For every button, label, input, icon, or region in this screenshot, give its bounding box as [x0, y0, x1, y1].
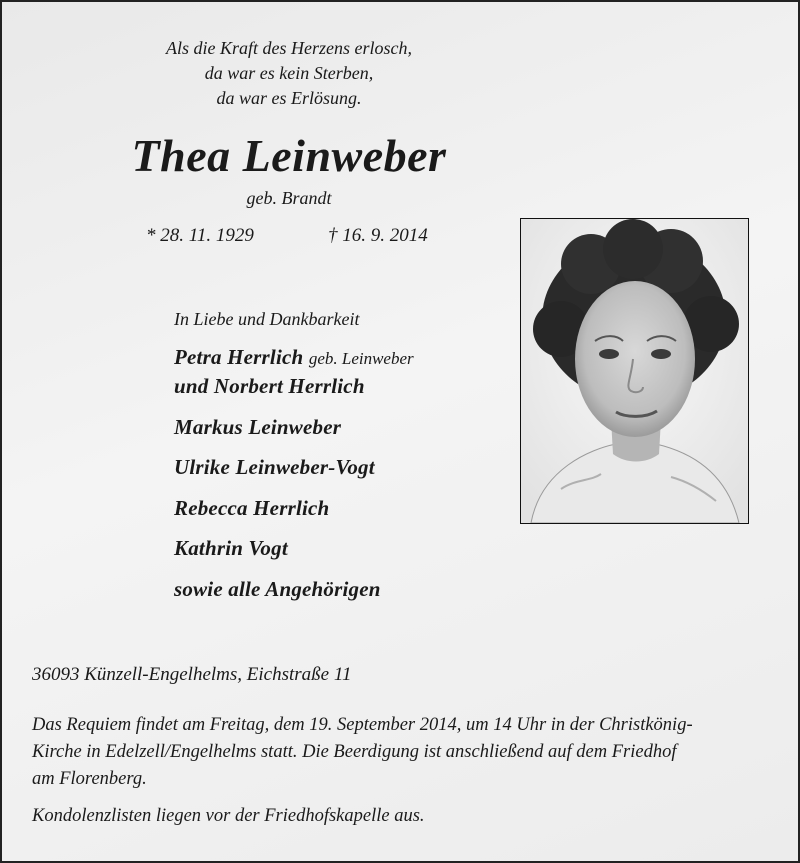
requiem-line: am Florenberg. — [32, 769, 147, 789]
requiem-line: Kirche in Edelzell/Engelhelms statt. Die Beerdigung ist anschließend auf dem Friedhof — [32, 742, 677, 762]
address: 36093 Künzell-Engelhelms, Eichstraße 11 — [32, 664, 352, 685]
condolence-note: Kondolenzlisten liegen vor der Friedhofskapelle aus. — [32, 806, 425, 826]
death-date: † 16. 9. 2014 — [328, 225, 428, 246]
requiem-text — [32, 712, 782, 793]
mourners-intro: In Liebe und Dankbarkeit — [174, 309, 360, 329]
poem-line: da war es kein Sterben, — [204, 63, 374, 83]
poem-line: da war es Erlösung. — [216, 88, 362, 108]
portrait-photo-icon — [521, 219, 748, 523]
portrait-photo — [520, 218, 749, 524]
poem — [94, 36, 484, 111]
birth-date: * 28. 11. 1929 — [146, 225, 254, 246]
mourner-line: und Norbert Herrlich — [174, 374, 365, 398]
mourner-line: Ulrike Leinweber-Vogt — [174, 455, 375, 479]
mourner-line: sowie alle Angehörigen — [174, 577, 381, 601]
poem-line: Als die Kraft des Herzens erlosch, — [166, 38, 412, 58]
mourner-line — [174, 345, 414, 370]
mourner-maiden-note: geb. Leinweber — [308, 349, 414, 368]
mourner-line: Rebecca Herrlich — [174, 496, 330, 520]
deceased-name: Thea Leinweber — [131, 130, 447, 181]
mourner-name: Petra Herrlich — [174, 345, 304, 369]
mourner-line: Markus Leinweber — [174, 415, 342, 439]
maiden-name: geb. Brandt — [246, 188, 332, 208]
mourner-line: Kathrin Vogt — [174, 536, 288, 560]
requiem-line: Das Requiem findet am Freitag, dem 19. September 2014, um 14 Uhr in der Christkönig- — [32, 715, 693, 735]
